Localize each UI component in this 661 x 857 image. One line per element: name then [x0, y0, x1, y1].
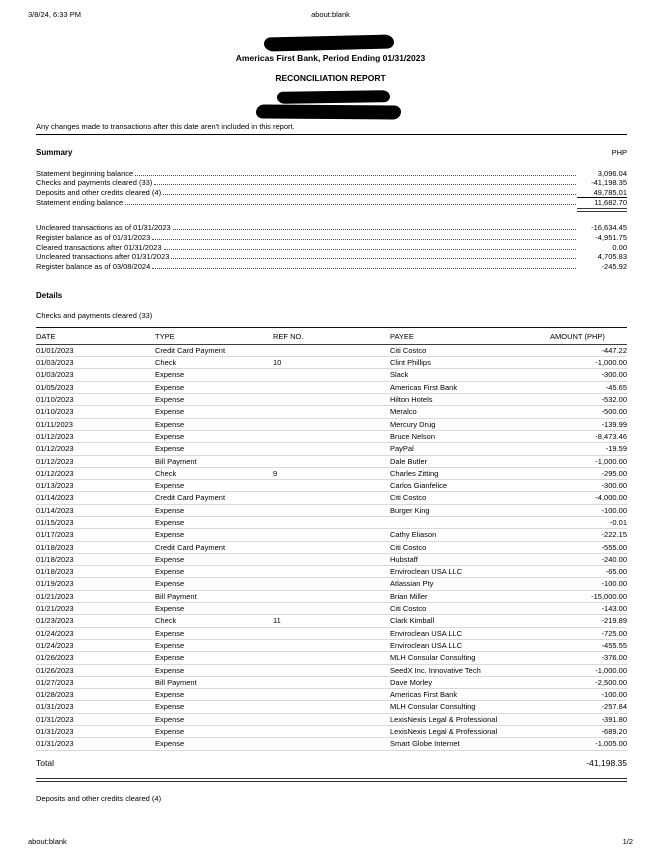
report-title: Americas First Bank, Period Ending 01/31/2023 [235, 53, 426, 63]
summary-label: Register balance as of 03/08/2024 [36, 261, 151, 271]
dotted-leader [152, 239, 576, 240]
cell-type: Bill Payment [155, 590, 273, 602]
cell-date: 01/13/2023 [36, 480, 155, 492]
cell-type: Expense [155, 689, 273, 701]
cell-date: 01/05/2023 [36, 381, 155, 393]
cell-amount: -139.99 [550, 418, 627, 430]
table-row [36, 566, 627, 578]
table-row [36, 381, 627, 393]
cell-date: 01/17/2023 [36, 529, 155, 541]
cell-payee: LexisNexis Legal & Professional [390, 713, 550, 725]
cell-type: Expense [155, 578, 273, 590]
cell-ref-no [273, 381, 390, 393]
cell-ref-no [273, 603, 390, 615]
cell-payee: MLH Consular Consulting [390, 652, 550, 664]
cell-amount: -376.00 [550, 652, 627, 664]
cell-date: 01/31/2023 [36, 701, 155, 713]
cell-ref-no [273, 504, 390, 516]
cell-date: 01/23/2023 [36, 615, 155, 627]
cell-ref-no [273, 738, 390, 750]
cell-ref-no [273, 344, 390, 356]
table-row [36, 578, 627, 590]
cell-amount: -725.00 [550, 627, 627, 639]
summary-value: -41,198.35 [591, 178, 627, 188]
table-row [36, 664, 627, 676]
cell-ref-no [273, 394, 390, 406]
report-subtitle: RECONCILIATION REPORT [275, 73, 386, 83]
cell-payee: Hubstaff [390, 553, 550, 565]
cell-payee: Smart Globe Internet [390, 738, 550, 750]
report-notice: Any changes made to transactions after this date aren't included in this report. [36, 122, 627, 135]
cell-amount: -257.84 [550, 701, 627, 713]
cell-amount: -2,500.00 [550, 676, 627, 688]
cell-payee: Enviroclean USA LLC [390, 639, 550, 651]
cell-date: 01/15/2023 [36, 517, 155, 529]
section-divider-double-rule [36, 778, 627, 782]
cell-ref-no: 9 [273, 467, 390, 479]
redacted-text-1 [277, 90, 390, 104]
table-row [36, 701, 627, 713]
print-timestamp: 3/8/24, 6:33 PM [28, 10, 81, 19]
cell-ref-no [273, 517, 390, 529]
cell-ref-no: 11 [273, 615, 390, 627]
cell-amount: -100.00 [550, 689, 627, 701]
cell-amount: -300.00 [550, 480, 627, 492]
table-row [36, 357, 627, 369]
cell-amount: -532.00 [550, 394, 627, 406]
cell-payee: Citi Costco [390, 541, 550, 553]
cell-payee: Cathy Eliason [390, 529, 550, 541]
cell-amount: -19.59 [550, 443, 627, 455]
summary-row [36, 262, 627, 272]
cell-amount: -45.65 [550, 381, 627, 393]
cell-date: 01/19/2023 [36, 578, 155, 590]
cell-ref-no [273, 443, 390, 455]
table-row [36, 344, 627, 356]
summary-value: 49,785.01 [577, 188, 627, 199]
cell-date: 01/14/2023 [36, 504, 155, 516]
cell-ref-no: 10 [273, 357, 390, 369]
summary-row [36, 223, 627, 233]
cell-payee: Slack [390, 369, 550, 381]
cell-payee: Charles Zitting [390, 467, 550, 479]
browser-print-footer [28, 837, 633, 846]
summary-row [36, 233, 627, 243]
cell-payee: Citi Costco [390, 344, 550, 356]
table-row [36, 406, 627, 418]
cell-type: Credit Card Payment [155, 492, 273, 504]
transactions-table-total [36, 750, 627, 778]
summary-label: Statement beginning balance [36, 168, 134, 178]
cell-ref-no [273, 639, 390, 651]
dotted-leader [171, 258, 576, 259]
details-heading: Details [36, 291, 63, 301]
cell-date: 01/27/2023 [36, 676, 155, 688]
footer-page-number: 1/2 [622, 837, 633, 846]
cell-payee: Meralco [390, 406, 550, 418]
cell-payee: PayPal [390, 443, 550, 455]
cell-payee: Citi Costco [390, 603, 550, 615]
cell-payee: Hilton Hotels [390, 394, 550, 406]
section-deposits-cleared-title: Deposits and other credits cleared (4) [36, 793, 162, 803]
footer-page-source: about:blank [28, 837, 67, 846]
cell-date: 01/12/2023 [36, 467, 155, 479]
cell-ref-no [273, 676, 390, 688]
summary-value: 3,096.04 [597, 168, 627, 178]
cell-date: 01/31/2023 [36, 738, 155, 750]
cell-date: 01/10/2023 [36, 406, 155, 418]
cell-payee: Clark Kimball [390, 615, 550, 627]
cell-ref-no [273, 689, 390, 701]
summary-value: -4,951.75 [595, 232, 627, 242]
table-row [36, 553, 627, 565]
cell-date: 01/21/2023 [36, 590, 155, 602]
cell-type: Credit Card Payment [155, 541, 273, 553]
summary-value: -245.92 [601, 261, 627, 271]
table-row [36, 430, 627, 442]
table-row [36, 480, 627, 492]
table-row [36, 504, 627, 516]
cell-payee: Enviroclean USA LLC [390, 566, 550, 578]
cell-payee: LexisNexis Legal & Professional [390, 726, 550, 738]
table-row [36, 492, 627, 504]
cell-date: 01/12/2023 [36, 455, 155, 467]
summary-label: Statement ending balance [36, 198, 124, 208]
cell-date: 01/18/2023 [36, 553, 155, 565]
cell-ref-no [273, 627, 390, 639]
table-row [36, 639, 627, 651]
cell-amount: -300.00 [550, 369, 627, 381]
table-row [36, 443, 627, 455]
cell-amount: -15,000.00 [550, 590, 627, 602]
cell-type: Expense [155, 738, 273, 750]
cell-date: 01/21/2023 [36, 603, 155, 615]
cell-payee: Burger King [390, 504, 550, 516]
cell-amount: -219.89 [550, 615, 627, 627]
cell-ref-no [273, 541, 390, 553]
summary-currency: PHP [611, 147, 627, 157]
cell-ref-no [273, 566, 390, 578]
cell-type: Expense [155, 627, 273, 639]
summary-label: Deposits and other credits cleared (4) [36, 187, 162, 197]
cell-ref-no [273, 492, 390, 504]
table-row [36, 541, 627, 553]
cell-date: 01/11/2023 [36, 418, 155, 430]
cell-type: Expense [155, 381, 273, 393]
summary-row [36, 198, 627, 212]
cell-date: 01/03/2023 [36, 369, 155, 381]
cell-type: Expense [155, 430, 273, 442]
cell-amount: -100.00 [550, 504, 627, 516]
cell-amount: -65.00 [550, 566, 627, 578]
cell-type: Expense [155, 553, 273, 565]
cell-type: Expense [155, 517, 273, 529]
cell-date: 01/12/2023 [36, 430, 155, 442]
cell-amount: -222.15 [550, 529, 627, 541]
table-row [36, 738, 627, 750]
cell-date: 01/03/2023 [36, 357, 155, 369]
cell-amount: -143.00 [550, 603, 627, 615]
cell-type: Expense [155, 603, 273, 615]
table-row [36, 455, 627, 467]
redacted-company-name [264, 34, 394, 51]
cell-type: Check [155, 615, 273, 627]
total-value: -41,198.35 [586, 757, 627, 768]
cell-date: 01/10/2023 [36, 394, 155, 406]
cell-ref-no [273, 455, 390, 467]
cell-ref-no [273, 701, 390, 713]
total-row [36, 750, 627, 778]
cell-type: Bill Payment [155, 676, 273, 688]
cell-ref-no [273, 430, 390, 442]
summary-block-balances [36, 169, 627, 213]
cell-amount: -689.20 [550, 726, 627, 738]
table-row [36, 529, 627, 541]
redacted-text-2 [256, 104, 401, 119]
cell-amount: -295.00 [550, 467, 627, 479]
summary-row [36, 178, 627, 188]
column-header-date: DATE [36, 328, 155, 345]
cell-type: Bill Payment [155, 455, 273, 467]
cell-amount: -100.00 [550, 578, 627, 590]
cell-payee: Dale Butler [390, 455, 550, 467]
cell-ref-no [273, 652, 390, 664]
cell-ref-no [273, 369, 390, 381]
column-header-ref: REF NO. [273, 328, 390, 345]
cell-payee: SeedX Inc. Innovative Tech [390, 664, 550, 676]
summary-value: -16,634.45 [591, 223, 627, 233]
cell-amount: -1,005.00 [550, 738, 627, 750]
summary-value: 4,705.83 [597, 252, 627, 262]
summary-label: Cleared transactions after 01/31/2023 [36, 242, 162, 252]
cell-date: 01/18/2023 [36, 566, 155, 578]
column-header-amount: AMOUNT (PHP) [550, 328, 627, 345]
cell-type: Check [155, 467, 273, 479]
cell-date: 01/28/2023 [36, 689, 155, 701]
cell-amount: -391.80 [550, 713, 627, 725]
cell-type: Check [155, 357, 273, 369]
table-row [36, 517, 627, 529]
cell-ref-no [273, 726, 390, 738]
cell-ref-no [273, 590, 390, 602]
summary-value: 0.00 [612, 242, 627, 252]
cell-type: Expense [155, 639, 273, 651]
cell-type: Expense [155, 369, 273, 381]
summary-label: Uncleared transactions after 01/31/2023 [36, 252, 170, 262]
cell-payee: Bruce Nelson [390, 430, 550, 442]
cell-date: 01/24/2023 [36, 639, 155, 651]
summary-label: Register balance as of 01/31/2023 [36, 232, 151, 242]
cell-ref-no [273, 664, 390, 676]
cell-type: Expense [155, 480, 273, 492]
cell-amount: -447.22 [550, 344, 627, 356]
cell-payee: Clint Phillips [390, 357, 550, 369]
cell-payee [390, 517, 550, 529]
cell-date: 01/14/2023 [36, 492, 155, 504]
cell-date: 01/18/2023 [36, 541, 155, 553]
table-row [36, 676, 627, 688]
cell-date: 01/24/2023 [36, 627, 155, 639]
cell-ref-no [273, 529, 390, 541]
transactions-table [36, 327, 627, 777]
cell-payee: Brian Miller [390, 590, 550, 602]
cell-payee: Mercury Drug [390, 418, 550, 430]
cell-type: Expense [155, 406, 273, 418]
print-page-source: about:blank [311, 10, 350, 19]
cell-amount: -8,473.46 [550, 430, 627, 442]
table-row [36, 369, 627, 381]
cell-ref-no [273, 713, 390, 725]
cell-amount: -500.00 [550, 406, 627, 418]
cell-date: 01/26/2023 [36, 664, 155, 676]
cell-amount: -1,000.00 [550, 357, 627, 369]
dotted-leader [152, 268, 576, 269]
cell-date: 01/12/2023 [36, 443, 155, 455]
dotted-leader [173, 229, 576, 230]
table-row [36, 615, 627, 627]
table-row [36, 590, 627, 602]
cell-type: Expense [155, 394, 273, 406]
dotted-leader [135, 175, 576, 176]
table-row [36, 627, 627, 639]
cell-payee: Citi Costco [390, 492, 550, 504]
table-row [36, 652, 627, 664]
summary-header [36, 148, 627, 157]
cell-amount: -455.55 [550, 639, 627, 651]
summary-block-register [36, 223, 627, 271]
cell-type: Expense [155, 652, 273, 664]
cell-type: Expense [155, 726, 273, 738]
cell-ref-no [273, 553, 390, 565]
cell-date: 01/26/2023 [36, 652, 155, 664]
transactions-table-header [36, 328, 627, 345]
dotted-leader [154, 184, 576, 185]
browser-print-header [28, 10, 633, 20]
summary-row [36, 243, 627, 253]
cell-payee: Americas First Bank [390, 689, 550, 701]
table-row [36, 418, 627, 430]
cell-date: 01/31/2023 [36, 713, 155, 725]
summary-label: Checks and payments cleared (33) [36, 178, 153, 188]
table-row [36, 394, 627, 406]
cell-amount: -4,000.00 [550, 492, 627, 504]
cell-payee: Enviroclean USA LLC [390, 627, 550, 639]
section-checks-cleared-title: Checks and payments cleared (33) [36, 311, 153, 321]
table-row [36, 689, 627, 701]
report-body [36, 122, 627, 803]
cell-ref-no [273, 480, 390, 492]
table-row [36, 713, 627, 725]
cell-amount: -555.00 [550, 541, 627, 553]
cell-type: Credit Card Payment [155, 344, 273, 356]
cell-amount: -1,000.00 [550, 455, 627, 467]
column-header-type: TYPE [155, 328, 273, 345]
dotted-leader [125, 204, 576, 205]
cell-date: 01/01/2023 [36, 344, 155, 356]
transactions-table-body [36, 344, 627, 750]
cell-type: Expense [155, 664, 273, 676]
summary-value: 11,682.70 [577, 198, 627, 212]
cell-type: Expense [155, 701, 273, 713]
cell-type: Expense [155, 443, 273, 455]
cell-amount: -0.01 [550, 517, 627, 529]
table-row [36, 726, 627, 738]
table-row [36, 603, 627, 615]
cell-type: Expense [155, 713, 273, 725]
cell-payee: Americas First Bank [390, 381, 550, 393]
column-header-payee: PAYEE [390, 328, 550, 345]
cell-type: Expense [155, 566, 273, 578]
summary-row [36, 188, 627, 199]
cell-type: Expense [155, 418, 273, 430]
summary-row [36, 252, 627, 262]
cell-amount: -1,000.00 [550, 664, 627, 676]
cell-ref-no [273, 578, 390, 590]
total-label: Total [36, 757, 54, 768]
cell-payee: Dave Morley [390, 676, 550, 688]
cell-payee: Atlassian Pty [390, 578, 550, 590]
cell-payee: Carlos Gianfelice [390, 480, 550, 492]
summary-heading: Summary [36, 147, 73, 157]
cell-payee: MLH Consular Consulting [390, 701, 550, 713]
cell-type: Expense [155, 529, 273, 541]
table-row [36, 467, 627, 479]
cell-ref-no [273, 406, 390, 418]
dotted-leader [164, 249, 577, 250]
cell-type: Expense [155, 504, 273, 516]
summary-row [36, 169, 627, 179]
cell-date: 01/31/2023 [36, 726, 155, 738]
dotted-leader [163, 194, 576, 195]
cell-ref-no [273, 418, 390, 430]
summary-label: Uncleared transactions as of 01/31/2023 [36, 223, 171, 233]
cell-amount: -240.00 [550, 553, 627, 565]
